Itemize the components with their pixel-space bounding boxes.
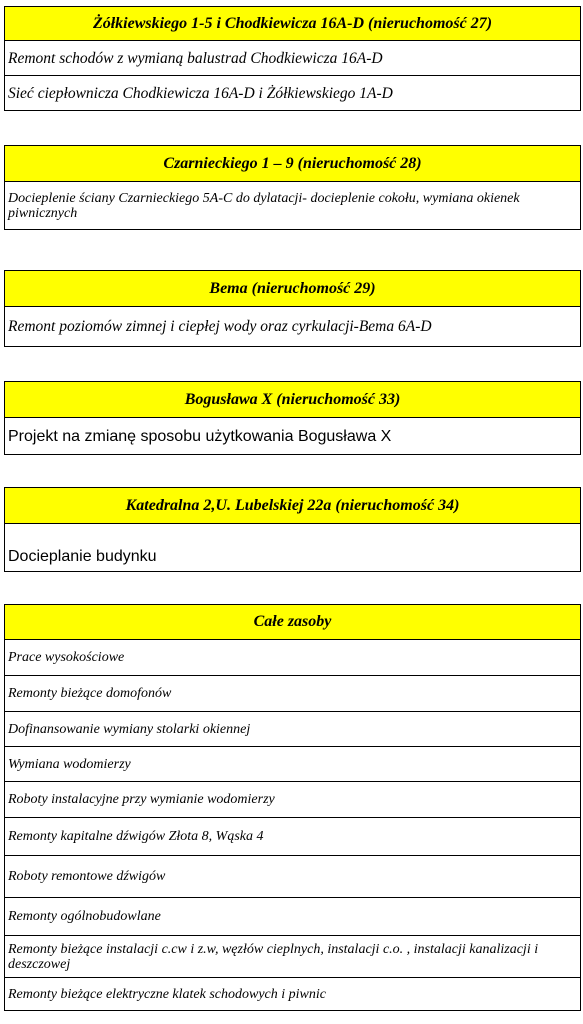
list-item: Remonty bieżące domofonów <box>4 676 581 712</box>
list-item: Remonty bieżące elektryczne klatek schodowych i piwnic <box>4 978 581 1011</box>
list-item: Wymiana wodomierzy <box>4 747 581 782</box>
section-33 <box>4 381 581 455</box>
list-item: Docieplenie ściany Czarnieckiego 5A-C do dylatacji- docieplenie cokołu, wymiana okienek piwnicznych <box>4 182 581 230</box>
list-item: Remonty bieżące instalacji c.cw i z.w, węzłów cieplnych, instalacji c.o. , instalacji kanalizacji i deszczowej <box>4 936 581 978</box>
section-34-header: Katedralna 2,U. Lubelskiej 22a (nieruchomość 34) <box>4 487 581 524</box>
list-item: Remont schodów z wymianą balustrad Chodkiewicza 16A-D <box>4 41 581 76</box>
section-34 <box>4 487 581 572</box>
list-item: Roboty remontowe dźwigów <box>4 856 581 898</box>
list-item: Roboty instalacyjne przy wymianie wodomierzy <box>4 782 581 818</box>
list-item: Docieplanie budynku <box>4 524 581 572</box>
section-29-header: Bema (nieruchomość 29) <box>4 270 581 307</box>
list-item: Remonty kapitalne dźwigów Złota 8, Wąska 4 <box>4 818 581 856</box>
list-item: Prace wysokościowe <box>4 640 581 676</box>
section-27 <box>4 6 581 111</box>
section-27-header: Żółkiewskiego 1-5 i Chodkiewicza 16A-D (nieruchomość 27) <box>4 6 581 41</box>
list-item: Remont poziomów zimnej i ciepłej wody oraz cyrkulacji-Bema 6A-D <box>4 307 581 347</box>
section-28-header: Czarnieckiego 1 – 9 (nieruchomość 28) <box>4 145 581 182</box>
list-item: Sieć ciepłownicza Chodkiewicza 16A-D i Żółkiewskiego 1A-D <box>4 76 581 111</box>
section-cale-zasoby <box>4 604 581 1011</box>
list-item: Remonty ogólnobudowlane <box>4 898 581 936</box>
list-item: Projekt na zmianę sposobu użytkowania Bogusława X <box>4 418 581 455</box>
section-29 <box>4 270 581 347</box>
section-28 <box>4 145 581 230</box>
section-33-header: Bogusława X (nieruchomość 33) <box>4 381 581 418</box>
cale-zasoby-header: Całe zasoby <box>4 604 581 640</box>
list-item: Dofinansowanie wymiany stolarki okiennej <box>4 712 581 747</box>
